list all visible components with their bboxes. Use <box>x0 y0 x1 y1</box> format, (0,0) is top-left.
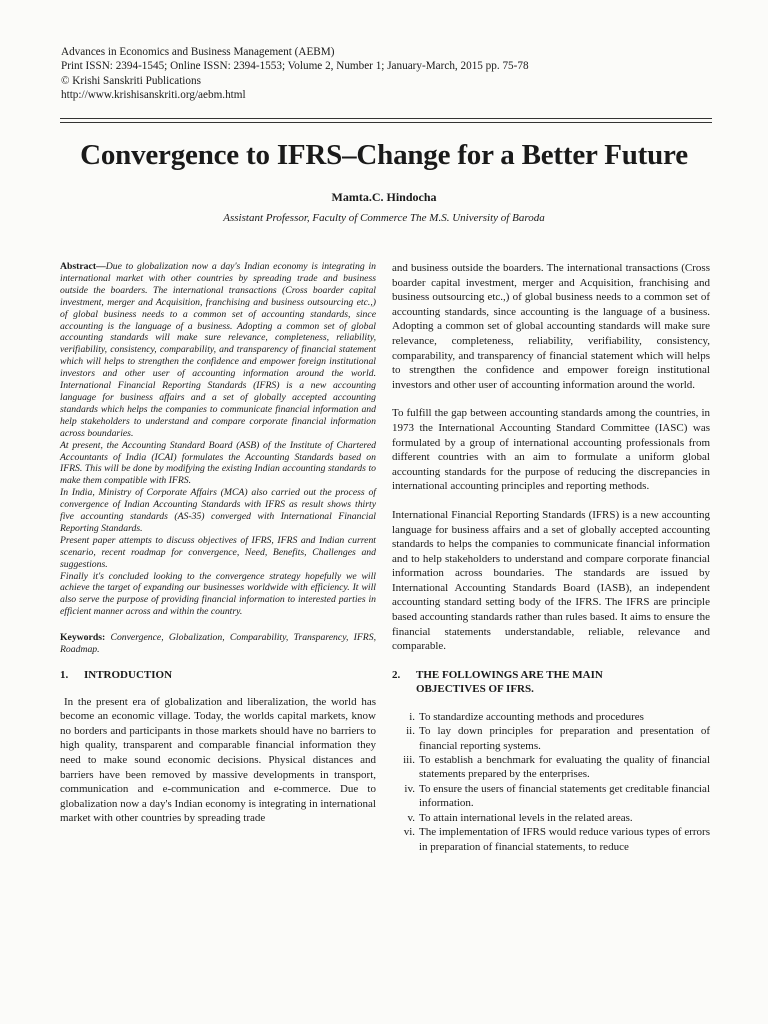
abstract-p1-text: Due to globalization now a day's Indian economy is integrating in international market with other countries by spreading trade and business outside the boarders. The international transactions (Cross boarder capital investment, merger and Acquisition, franchising and business outsourcing etc.,) of global business needs to a common set of accounting standards, since accounting is the language of a business. Adopting a common set of global accounting standards will make sure relevance, completeness, reliability, verifiability, consistency, comparability, and transparency of financial statement which will helps to strengthen the confidence and empower foreign institutional investors and other user of accounting information around the world. International Financial Reporting Standards (IFRS) is a new accounting language for business affairs and a set of globally accepted accounting standards which helps the companies to communicate financial information and help stakeholders to understand and compare corporate financial information across boundaries. <box>60 261 376 439</box>
abstract-label: Abstract— <box>60 261 106 272</box>
abstract-p5: Finally it's concluded looking to the convergence strategy hopefully we will achieve the target of expanding our businesses worldwide with efficiency. It will also serve the purpose of providing financial information to interested parties in efficient manner across and within the country. <box>60 570 376 618</box>
journal-publisher: © Krishi Sanskriti Publications <box>61 74 201 87</box>
author-name: Mamta.C. Hindocha <box>331 190 437 204</box>
right-column <box>392 261 710 854</box>
section1-paragraph: In the present era of globalization and liberalization, the world has become an economic village. Today, the worlds capital markets, know no borders and participants in those markets should have no barriers to high quality, transparent and comparable financial information they need to make sound economic decisions. Physical distances and barriers have been removed by massive developments in transport, communication and e-communication and e-commerce. Due to globalization now a day's Indian economy is integrating in international market with other countries by spreading trade <box>60 695 376 825</box>
section2-heading <box>392 668 710 696</box>
list-item <box>392 811 710 825</box>
section1-heading <box>60 669 376 681</box>
list-item-text: To attain international levels in the related areas. <box>419 811 633 824</box>
right-paragraph-3: International Financial Reporting Standards (IFRS) is a new accounting language for business affairs and a set of globally accepted accounting standards to helps the companies to communicate financial information and to help stakeholders to understand and compare corporate financial information across boundaries. The standards are issued by International Accounting Standards Board (IASB), an independent accounting standard setting body of the IFRS. The IFRS are principle based accounting standards rather than rules based. It aims to ensure the financial statements understandable, reliable, relevance and comparable. <box>392 508 710 653</box>
journal-issn: Print ISSN: 2394-1545; Online ISSN: 2394-1553; Volume 2, Number 1; January-March, 2015 pp. 75-78 <box>61 60 529 73</box>
list-item-text: To ensure the users of financial statements get creditable financial information. <box>419 782 710 810</box>
list-item-text: The implementation of IFRS would reduce various types of errors in preparation of financial statements, to reduce <box>419 826 710 853</box>
paper-title: Convergence to IFRS–Change for a Better Future <box>80 139 688 171</box>
abstract-p1 <box>60 261 376 440</box>
journal-header <box>61 45 529 102</box>
abstract <box>60 261 376 618</box>
list-item-number: vi. <box>403 826 415 839</box>
list-item <box>392 724 710 753</box>
section2-number: 2. <box>392 668 401 681</box>
abstract-p3: In India, Ministry of Corporate Affairs (MCA) also carried out the process of convergence of Indian Accounting Standards with IFRS as result shows thirty five accounting standards (AS-35) converged with International Financial Reporting Standards. <box>60 487 376 534</box>
left-column <box>60 261 376 826</box>
keywords-value: Convergence, Globalization, Comparability, Transparency, IFRS, Roadmap. <box>60 632 376 656</box>
abstract-p2: At present, the Accounting Standard Board (ASB) of the Institute of Chartered Accountants of India (ICAI) formulates the Accounting Standards based on IFRS. This will be done by modifying the existing Indian accounting standards to make them compatible with IFRS. <box>60 439 376 487</box>
list-item-number: iv. <box>404 782 415 795</box>
journal-url[interactable]: http://www.krishisanskriti.org/aebm.html <box>61 88 246 101</box>
section2-title: THE FOLLOWINGS ARE THE MAIN OBJECTIVES OF IFRS. <box>416 668 603 695</box>
keywords <box>60 632 376 656</box>
header-rule-bottom <box>60 122 712 123</box>
abstract-p4: Present paper attempts to discuss objectives of IFRS, IFRS and Indian current scenario, recent roadmap for convergence, Need, Benefits, Challenges and suggestions. <box>60 534 376 570</box>
list-item-number: i. <box>409 710 415 723</box>
list-item-number: ii. <box>406 725 415 738</box>
list-item <box>392 753 710 782</box>
list-item-number: v. <box>407 811 415 824</box>
section1-title: INTRODUCTION <box>84 668 173 681</box>
keywords-label: Keywords: <box>60 632 106 644</box>
section1-number: 1. <box>60 668 69 681</box>
list-item <box>392 710 710 724</box>
objectives-list <box>392 710 710 854</box>
author-affiliation: Assistant Professor, Faculty of Commerce The M.S. University of Baroda <box>223 212 545 224</box>
right-paragraph-2: To fulfill the gap between accounting standards among the countries, in 1973 the International Accounting Standard Committee (IASC) was formulated by a group of international accounting professionals from different countries with an aim to formulate a uniform global accounting standards for the purpose of reducing the discrepancies in international accounting principles and reporting methods. <box>392 407 710 493</box>
list-item-text: To lay down principles for preparation and presentation of financial reporting systems. <box>419 725 710 752</box>
right-paragraph-1: and business outside the boarders. The international transactions (Cross boarder capital investment, merger and Acquisition, franchising and business outsourcing etc.,) of global business needs to a common set of accounting standards, since accounting is the language of a business. Adopting a common set of global accounting standards will make sure relevance, completeness, reliability, verifiability, consistency, comparability, and transparency of financial statement which will helps to strengthen the confidence and empower foreign institutional investors and other user of accounting information around the world. <box>392 262 710 391</box>
list-item-number: iii. <box>403 754 415 767</box>
list-item <box>392 782 710 811</box>
journal-name: Advances in Economics and Business Management (AEBM) <box>61 46 335 58</box>
list-item-text: To establish a benchmark for evaluating the quality of financial statements prepared by the enterprises. <box>419 754 710 781</box>
list-item-text: To standardize accounting methods and procedures <box>419 710 644 723</box>
list-item <box>392 825 710 854</box>
header-rule-top <box>60 118 712 119</box>
